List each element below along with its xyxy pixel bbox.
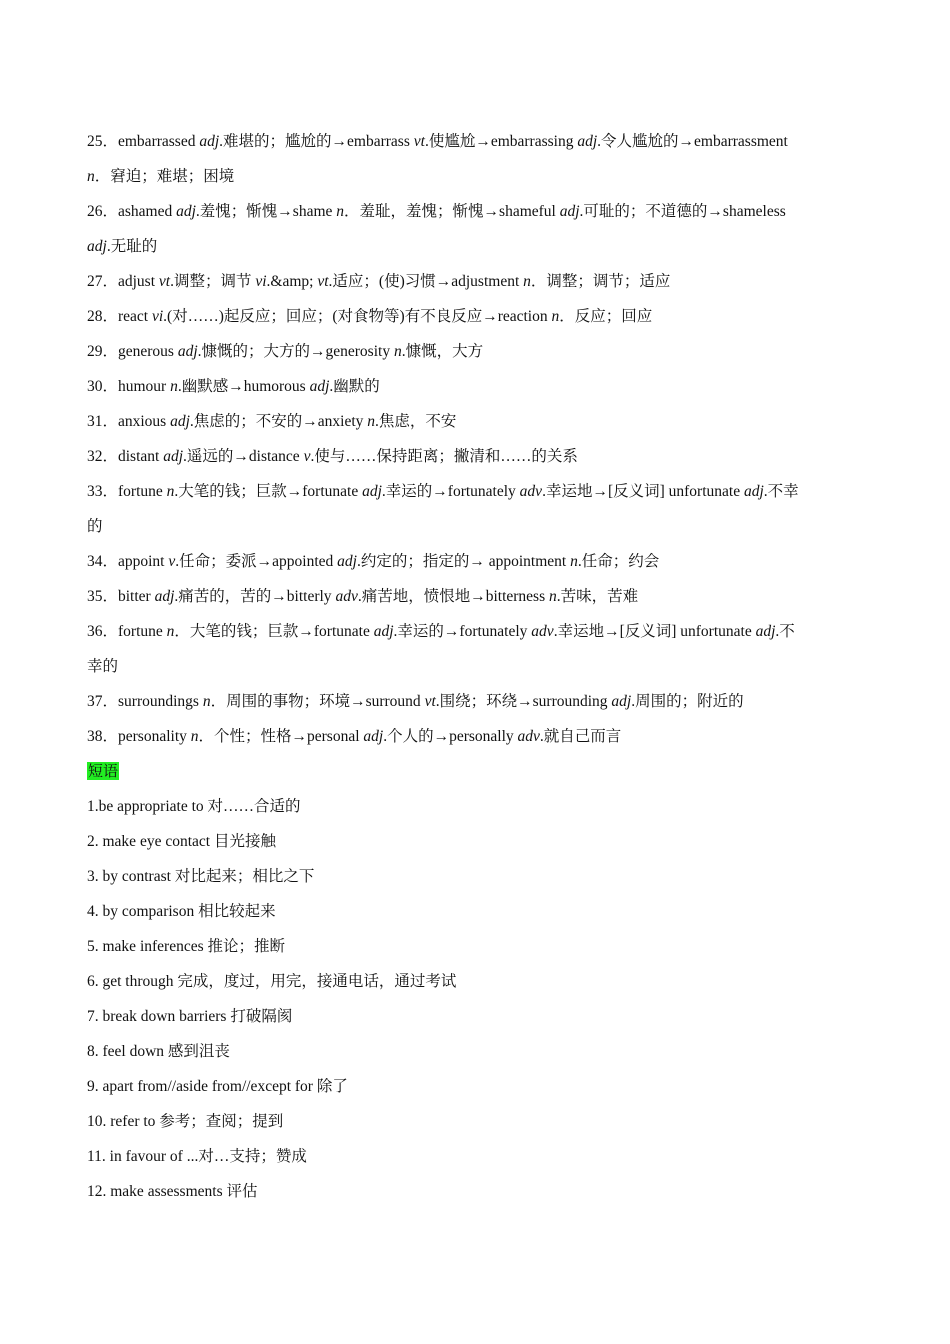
- vocab-text: 27．adjust: [87, 273, 159, 290]
- vocab-text: .焦虑的；不安的→anxiety: [189, 413, 368, 430]
- vocab-text: .焦虑，不安: [375, 413, 457, 430]
- vocab-line: [87, 439, 867, 474]
- vocab-line: [87, 509, 867, 544]
- part-of-speech: adj: [559, 203, 580, 220]
- part-of-speech: n: [190, 728, 199, 745]
- part-of-speech: n: [166, 623, 175, 640]
- vocab-text: .约定的；指定的→ appointment: [356, 553, 571, 570]
- vocab-text: 30．humour: [87, 378, 171, 395]
- vocab-text: 35．bitter: [87, 588, 155, 605]
- vocab-text: ．羞耻，羞愧；惭愧→shameful: [344, 203, 560, 220]
- part-of-speech: adv: [531, 623, 554, 640]
- vocab-text: .就自己而言: [539, 728, 622, 745]
- vocab-text: .可耻的；不道德的→shameless: [579, 203, 786, 220]
- part-of-speech: vt: [424, 693, 436, 710]
- part-of-speech: n: [393, 343, 402, 360]
- vocab-line: [87, 299, 867, 334]
- part-of-speech: v: [303, 448, 311, 465]
- vocab-text: ．大笔的钱；巨款→fortunate: [174, 623, 374, 640]
- vocab-line: [87, 614, 867, 649]
- vocab-text: .个人的→personally: [383, 728, 518, 745]
- vocab-text: .幸运地→[反义词] unfortunate: [542, 483, 744, 500]
- vocab-text: .不: [775, 623, 795, 640]
- vocab-line: [87, 334, 867, 369]
- document-page: [87, 124, 867, 1209]
- phrase-item: 11. in favour of ...对…支持；赞成: [87, 1148, 307, 1165]
- vocab-text: .遥远的→distance: [183, 448, 304, 465]
- vocab-text: .调整；调节: [170, 273, 256, 290]
- phrase-item: 1.be appropriate to 对……合适的: [87, 798, 301, 815]
- phrase-item: 8. feel down 感到沮丧: [87, 1043, 230, 1060]
- vocab-text: .周围的；附近的: [631, 693, 744, 710]
- part-of-speech: vt: [158, 273, 171, 290]
- part-of-speech: vt: [413, 133, 425, 150]
- vocab-text: .任命；委派→appointed: [175, 553, 338, 570]
- vocab-text: .幸运的→fortunately: [381, 483, 520, 500]
- vocab-text: 38．personality: [87, 728, 191, 745]
- vocab-text: .(对……)起反应；回应；(对食物等)有不良反应→reaction: [163, 308, 552, 325]
- vocab-text: .大笔的钱；巨款→fortunate: [174, 483, 363, 500]
- part-of-speech: adj: [163, 448, 184, 465]
- part-of-speech: adv: [335, 588, 358, 605]
- vocab-line: [87, 159, 867, 194]
- vocab-text: .任命；约会: [577, 553, 660, 570]
- phrase-item: 12. make assessments 评估: [87, 1183, 258, 1200]
- vocab-line: [87, 404, 867, 439]
- vocab-text: .痛苦的，苦的→bitterly: [174, 588, 336, 605]
- part-of-speech: n: [166, 483, 175, 500]
- vocab-text: 25．embarrassed: [87, 133, 200, 150]
- vocab-line: [87, 194, 867, 229]
- phrase-item: 3. by contrast 对比起来；相比之下: [87, 868, 315, 885]
- vocab-text: ．反应；回应: [559, 308, 653, 325]
- phrase-item: 5. make inferences 推论；推断: [87, 938, 285, 955]
- vocab-text: .慷慨，大方: [401, 343, 484, 360]
- vocab-text: .无耻的: [106, 238, 158, 255]
- part-of-speech: n: [523, 273, 531, 290]
- vocab-text: .适应；(使)习惯→adjustment: [328, 273, 524, 290]
- vocab-text: ．个性；性格→personal: [198, 728, 364, 745]
- vocab-line: [87, 229, 867, 264]
- part-of-speech: n: [548, 588, 557, 605]
- part-of-speech: adj: [199, 133, 220, 150]
- highlighted-heading-text: 短语: [88, 762, 119, 780]
- vocab-line: [87, 579, 867, 614]
- vocab-line: [87, 369, 867, 404]
- part-of-speech: adj: [309, 378, 330, 395]
- vocab-text: .幽默的: [329, 378, 380, 395]
- vocab-line: [87, 264, 867, 299]
- part-of-speech: adj: [611, 693, 632, 710]
- part-of-speech: adj: [154, 588, 175, 605]
- part-of-speech: adj: [373, 623, 394, 640]
- vocab-text: .难堪的；尴尬的→embarrass: [219, 133, 414, 150]
- vocab-text: .痛苦地，愤恨地→bitterness: [357, 588, 549, 605]
- part-of-speech: vt: [317, 273, 329, 290]
- vocab-line: [87, 684, 867, 719]
- part-of-speech: adj: [743, 483, 764, 500]
- vocab-line: [87, 474, 867, 509]
- part-of-speech: n: [87, 168, 95, 185]
- vocab-text: .幽默感→humorous: [177, 378, 310, 395]
- phrase-list: [87, 789, 867, 1209]
- part-of-speech: n: [551, 308, 560, 325]
- part-of-speech: v: [168, 553, 176, 570]
- phrase-item: 4. by comparison 相比较起来: [87, 903, 276, 920]
- vocab-line: [87, 649, 867, 684]
- part-of-speech: adj: [363, 728, 384, 745]
- part-of-speech: adj: [87, 238, 107, 255]
- vocab-text: 34．appoint: [87, 553, 169, 570]
- phrase-item: 2. make eye contact 目光接触: [87, 833, 276, 850]
- vocab-text: 36．fortune: [87, 623, 167, 640]
- part-of-speech: adj: [337, 553, 357, 570]
- vocab-text: ．窘迫；难堪；困境: [94, 168, 235, 185]
- part-of-speech: vi: [151, 308, 164, 325]
- phrase-item: 9. apart from//aside from//except for 除了: [87, 1078, 348, 1095]
- vocab-text: .&amp;: [266, 273, 318, 290]
- vocab-text: 37．surroundings: [87, 693, 203, 710]
- vocab-line: [87, 544, 867, 579]
- part-of-speech: n: [202, 693, 211, 710]
- part-of-speech: n: [367, 413, 376, 430]
- phrase-item: 6. get through 完成，度过，用完，接通电话，通过考试: [87, 973, 457, 990]
- vocab-text: .慷慨的；大方的→generosity: [197, 343, 394, 360]
- vocab-text: .围绕；环绕→surrounding: [435, 693, 612, 710]
- vocab-text: .苦味，苦难: [556, 588, 639, 605]
- part-of-speech: n: [570, 553, 578, 570]
- vocab-text: .幸运地→[反义词] unfortunate: [553, 623, 756, 640]
- vocab-text: .令人尴尬的→embarrassment: [597, 133, 788, 150]
- vocab-text: 28．react: [87, 308, 152, 325]
- vocab-text: 33．fortune: [87, 483, 167, 500]
- vocab-text: 的: [87, 518, 103, 535]
- vocab-text: .羞愧；惭愧→shame: [195, 203, 337, 220]
- vocab-text: .不幸: [763, 483, 799, 500]
- vocab-text: ．调整；调节；适应: [530, 273, 671, 290]
- vocab-line: [87, 124, 867, 159]
- vocab-text: .使与……保持距离；撇清和……的关系: [310, 448, 578, 465]
- part-of-speech: adj: [177, 343, 198, 360]
- vocab-line: [87, 719, 867, 754]
- phrase-item: 10. refer to 参考；查阅；提到: [87, 1113, 284, 1130]
- part-of-speech: adj: [755, 623, 776, 640]
- vocab-text: .使尴尬→embarrassing: [424, 133, 578, 150]
- section-heading-phrases: [87, 754, 867, 789]
- vocab-text: 幸的: [87, 658, 119, 675]
- part-of-speech: adj: [176, 203, 196, 220]
- vocab-text: ．周围的事物；环境→surround: [210, 693, 425, 710]
- part-of-speech: adv: [517, 728, 540, 745]
- part-of-speech: adj: [170, 413, 190, 430]
- vocab-text: 26．ashamed: [87, 203, 177, 220]
- vocab-text: 29．generous: [87, 343, 178, 360]
- part-of-speech: adj: [577, 133, 598, 150]
- phrase-item: 7. break down barriers 打破隔阂: [87, 1008, 293, 1025]
- vocab-text: 31．anxious: [87, 413, 171, 430]
- vocabulary-list: [87, 124, 867, 754]
- part-of-speech: n: [170, 378, 178, 395]
- vocab-text: 32．distant: [87, 448, 164, 465]
- vocab-text: .幸运的→fortunately: [393, 623, 532, 640]
- part-of-speech: adj: [362, 483, 382, 500]
- part-of-speech: vi: [255, 273, 267, 290]
- part-of-speech: n: [336, 203, 345, 220]
- part-of-speech: adv: [519, 483, 543, 500]
